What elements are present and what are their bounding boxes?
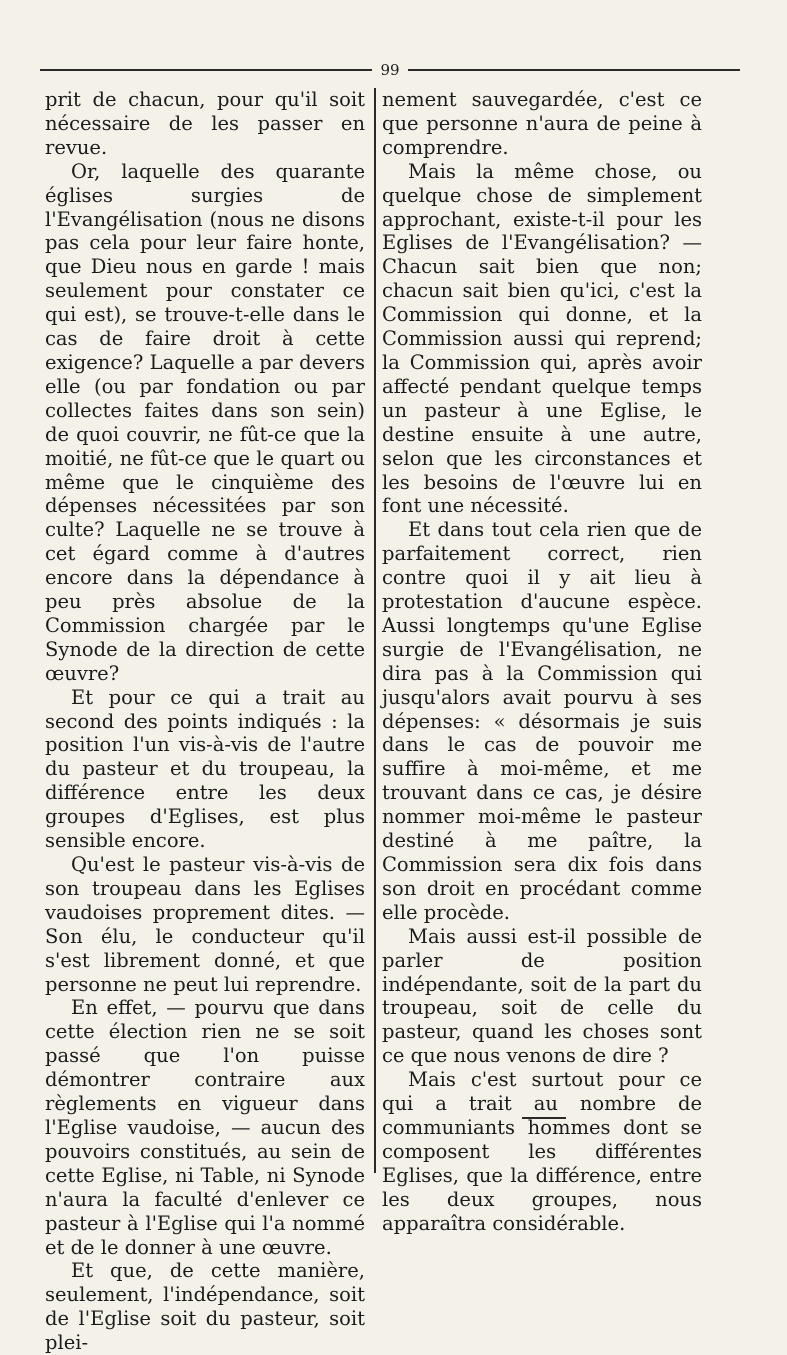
column-divider	[374, 88, 376, 1173]
section-end-rule	[522, 1117, 566, 1119]
paragraph: Mais aussi est-il possible de parler de position indépendante, soit de la part du troupeau, soit de celle du pasteur, quand les choses sont ce que nous venons de dire ?	[382, 924, 702, 1068]
paragraph: nement sauvegardée, c'est ce que personne n'aura de peine à comprendre.	[382, 88, 702, 159]
paragraph: Et pour ce qui a trait au second des points indiqués : la position l'un vis-à-vis de l'autre du pasteur et du troupeau, la différence entre les deux groupes d'Eglises, est plus sensible encore.	[45, 685, 365, 853]
right-column	[382, 88, 702, 1236]
paragraph: Et dans tout cela rien que de parfaitement correct, rien contre quoi il y ait lieu à protestation d'aucune espèce. Aussi longtemps qu'une Eglise surgie de l'Evangélisation, ne dira pas à la Commission qui jusqu'alors avait pourvu à ses dépenses: « désormais je suis dans le cas de pouvoir me suffire à moi-même, et me trouvant dans ce cas, je désire nommer moi-même le pasteur destiné à me paître, la Commission sera dix fois dans son droit en procédant comme elle procède.	[382, 518, 702, 924]
paragraph: Qu'est le pasteur vis-à-vis de son troupeau dans les Eglises vaudoises proprement dites. — Son élu, le conducteur qu'il s'est librement donné, et que personne ne peut lui reprendre.	[45, 853, 365, 996]
page-number: 99	[380, 60, 400, 79]
page-header	[40, 60, 740, 80]
paragraph: Or, laquelle des quarante églises surgies de l'Evangélisation (nous ne disons pas cela pour leur faire honte, que Dieu nous en garde ! mais seulement pour constater ce qui est), se trouve-t-elle dans le cas de faire droit à cette exigence? Laquelle a par devers elle (ou par fondation ou par collectes faites dans son sein) de quoi couvrir, ne fût-ce que la moitié, ne fût-ce que le quart ou même que le cinquième des dépenses nécessitées par son culte? Laquelle ne se trouve à cet égard comme à d'autres encore dans la dépendance à peu près absolue de la Commission chargée par le Synode de la direction de cette œuvre?	[45, 159, 365, 685]
header-rule-right	[408, 69, 740, 71]
paragraph: Mais c'est surtout pour ce qui a trait au nombre de communiants hommes dont se composent les différentes Eglises, que la différence, entre les deux groupes, nous apparaîtra considérable.	[382, 1068, 702, 1235]
left-column	[45, 88, 365, 1355]
header-rule-left	[40, 69, 372, 71]
paragraph: prit de chacun, pour qu'il soit nécessaire de les passer en revue.	[45, 88, 365, 159]
paragraph: Mais la même chose, ou quelque chose de simplement approchant, existe-t-il pour les Eglises de l'Evangélisation? — Chacun sait bien que non; chacun sait bien qu'ici, c'est la Commission qui donne, et la Commission aussi qui reprend; la Commission qui, après avoir affecté pendant quelque temps un pasteur à une Eglise, le destine ensuite à une autre, selon que les circonstances et les besoins de l'œuvre lui en font une nécessité.	[382, 159, 702, 518]
paragraph: Et que, de cette manière, seulement, l'indépendance, soit de l'Eglise soit du pasteur, soit plei-	[45, 1259, 365, 1355]
paragraph: En effet, — pourvu que dans cette élection rien ne se soit passé que l'on puisse démontrer contraire aux règlements en vigueur dans l'Eglise vaudoise, — aucun des pouvoirs constitués, au sein de cette Eglise, ni Table, ni Synode n'aura la faculté d'enlever ce pasteur à l'Eglise qui l'a nommé et de le donner à une œuvre.	[45, 996, 365, 1259]
